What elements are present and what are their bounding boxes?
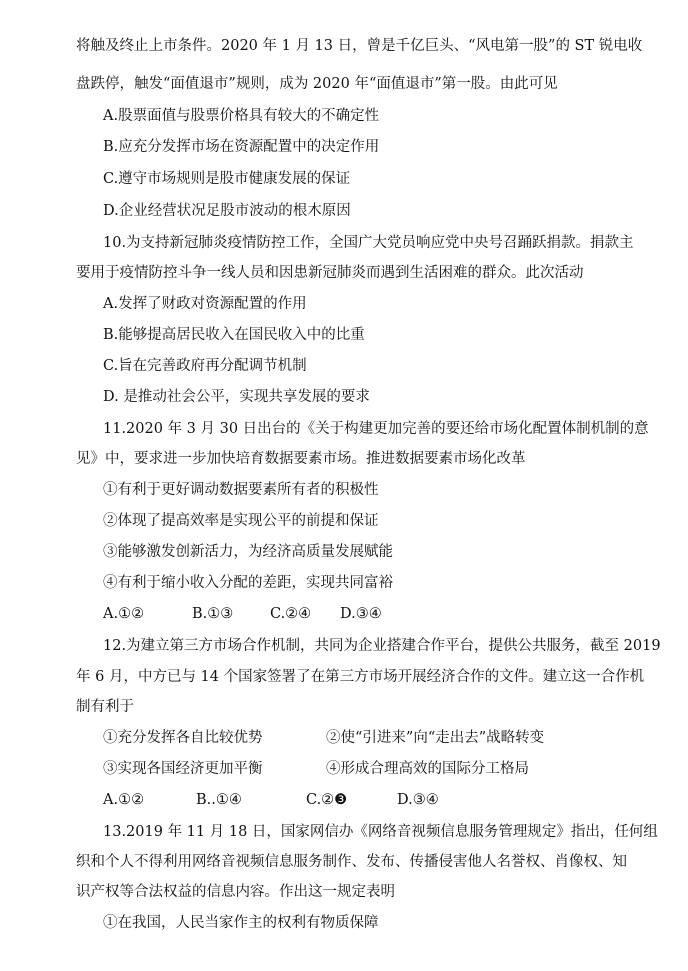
q13-stem-line-3: 识产权等合法权益的信息内容。作出这一规定表明 <box>76 884 395 900</box>
q12-item-2: ②使“引进来”向“走出去”战略转变 <box>326 730 545 746</box>
q10-stem-line-2: 要用于疫情防控斗争一线人员和因患新冠肺炎而遇到生活困难的群众。此次活动 <box>76 265 584 281</box>
q12-stem-line-1: 12.为建立第三方市场合作机制，共同为企业搭建合作平台，提供公共服务，截至 2019 <box>103 638 661 654</box>
q11-stem-line-2: 见》中，要求进一步加快培育数据要素市场。推进数据要素市场化改革 <box>76 451 526 467</box>
q11-stem-line-1: 11.2020 年 3 月 30 日出台的《关于构建更加完善的要还给市场化配置体制机制的意 <box>103 421 649 437</box>
q12-choice-c: C.②❸ <box>306 792 348 808</box>
q10-option-b: B.能够提高居民收入在国民收入中的比重 <box>103 327 365 343</box>
q12-choice-b: B..①④ <box>196 792 242 808</box>
q12-item-4: ④形成合理高效的国际分工格局 <box>326 761 529 777</box>
q12-stem-line-3: 制有利于 <box>76 699 134 715</box>
q12-item-1: ①充分发挥各自比较优势 <box>103 730 263 746</box>
q12-stem-line-2: 年 6 月，中方已与 14 个国家签署了在第三方市场开展经济合作的文件。建立这一合作机 <box>76 669 645 685</box>
q12-choice-d: D.③④ <box>397 792 439 808</box>
q10-stem-line-1: 10.为支持新冠肺炎疫情防控工作，全国广大党员响应党中央号召踊跃捐款。捐款主 <box>103 235 634 251</box>
q13-stem-line-1: 13.2019 年 11 月 18 日，国家网信办《网络音视频信息服务管理规定》指出，任何组 <box>103 824 658 840</box>
q13-item-1: ①在我国，人民当家作主的权利有物质保障 <box>103 915 379 931</box>
q9-option-d: D.企业经营状况足股市波动的根木原因 <box>103 203 351 219</box>
q11-choice-d: D.③④ <box>340 606 382 622</box>
q10-option-a: A.发挥了财政对资源配置的作用 <box>103 296 307 312</box>
q11-choice-a: A.①② <box>103 606 145 622</box>
q10-option-c: C.旨在完善政府再分配调节机制 <box>103 358 307 374</box>
q9-option-b: B.应充分发挥市场在资源配置中的决定作用 <box>103 139 380 155</box>
q11-item-2: ②体现了提高效率是实现公平的前提和保证 <box>103 513 379 529</box>
q11-item-1: ①有利于更好调动数据要素所有者的积极性 <box>103 482 379 498</box>
q11-item-4: ④有利于缩小收入分配的差距，实现共同富裕 <box>103 575 393 591</box>
q9-stem-line-2: 盘跌停，触发“面值退市”规则，成为 2020 年“面值退市”第一股。由此可见 <box>76 76 558 92</box>
q11-item-3: ③能够激发创新活力，为经济高质量发展赋能 <box>103 544 393 560</box>
q11-choice-c: C.②④ <box>270 606 312 622</box>
q10-option-d: D. 是推动社会公平，实现共享发展的要求 <box>103 389 370 405</box>
q12-choice-a: A.①② <box>103 792 145 808</box>
q13-stem-line-2: 织和个人不得利用网络音视频信息服务制作、发布、传播侵害他人名誉权、肖像权、知 <box>76 854 627 870</box>
q11-choice-b: B.①③ <box>192 606 234 622</box>
q9-stem-line-1: 将触及终止上市条件。2020 年 1 月 13 日，曾是千亿巨头、“风电第一股”的 ST 锐电收 <box>76 38 643 54</box>
q9-option-a: A.股票面值与股票价格具有较大的不确定性 <box>103 108 380 124</box>
q12-item-3: ③实现各国经济更加平衡 <box>103 761 263 777</box>
q9-option-c: C.遵守市场规则是股市健康发展的保证 <box>103 171 351 187</box>
